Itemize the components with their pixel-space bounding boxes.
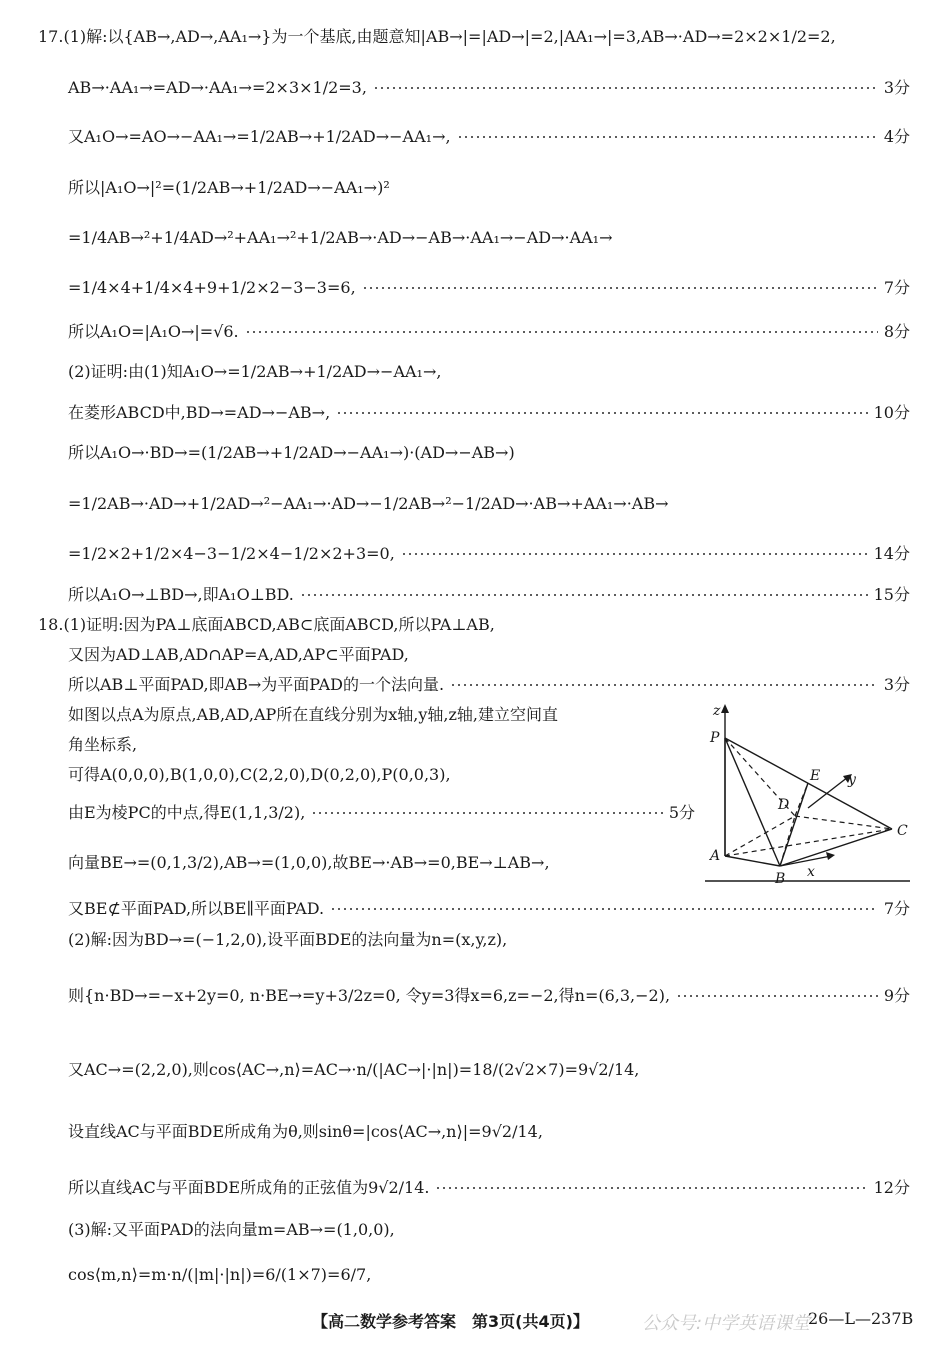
edge-AD [725, 816, 795, 856]
leader-dots [245, 331, 878, 333]
label-z: z [713, 703, 721, 719]
footer-title: 【高二数学参考答案 第3页(共4页)】 [312, 1312, 589, 1331]
score: 7分 [883, 899, 910, 918]
label-A: A [710, 848, 721, 864]
edge-DC [795, 816, 892, 829]
leader-dots [330, 908, 878, 910]
leader-dots [311, 812, 663, 814]
leader-dots [435, 1187, 867, 1189]
score: 10分 [873, 403, 910, 422]
leader-dots [373, 87, 878, 89]
solution-line: 所以AB⊥平面PAD,即AB→为平面PAD的一个法向量. 3分 [68, 675, 910, 694]
watermark: 公众号:中学英语课堂 [642, 1313, 811, 1334]
solution-line: 如图以点A为原点,AB,AD,AP所在直线分别为x轴,y轴,z轴,建立空间直 [68, 705, 559, 724]
solution-line: 所以A₁O→⊥BD→,即A₁O⊥BD. 15分 [68, 585, 910, 604]
leader-dots [362, 287, 878, 289]
solution-line: 向量BE→=(0,1,3/2),AB→=(1,0,0),故BE→·AB→=0,BE→⊥AB→, [68, 853, 550, 872]
page-footer [0, 1309, 950, 1333]
solution-line: 所以A₁O=|A₁O→|=√6. 8分 [68, 322, 910, 341]
solution-line: 又A₁O→=AO→−AA₁→=1/2AB→+1/2AD→−AA₁→, 4分 [68, 127, 910, 146]
x-arrow [826, 852, 835, 860]
solution-line: 17.(1)解:以{AB→,AD→,AA₁→}为一个基底,由题意知|AB→|=|AD→|=2,|AA₁→|=3,AB→·AD→=2×2×1/2=2, [38, 27, 836, 46]
label-E: E [810, 768, 821, 784]
solution-line: cos⟨m,n⟩=m·n/(|m|·|n|)=6/(1×7)=6/7, [68, 1265, 372, 1284]
label-y: y [848, 772, 856, 788]
solution-line: =1/2×2+1/2×4−3−1/2×4−1/2×2+3=0, 14分 [68, 544, 910, 563]
document-code: 26—L—237B [808, 1309, 914, 1328]
leader-dots [336, 412, 867, 414]
leader-dots [676, 995, 878, 997]
score: 3分 [883, 675, 910, 694]
edge-PB [725, 738, 780, 866]
solution-line: =1/2AB→·AD→+1/2AD→²−AA₁→·AD→−1/2AB→²−1/2AD→·AB→+AA₁→·AB→ [68, 494, 669, 513]
label-P: P [710, 730, 720, 746]
pyramid-figure [705, 698, 915, 888]
score: 7分 [883, 278, 910, 297]
solution-line: 设直线AC与平面BDE所成角为θ,则sinθ=|cos⟨AC→,n⟩|=9√2/14, [68, 1122, 543, 1141]
score: 12分 [873, 1178, 910, 1197]
label-D: D [778, 797, 790, 813]
solution-line: 在菱形ABCD中,BD→=AD→−AB→, 10分 [68, 403, 910, 422]
score: 3分 [883, 78, 910, 97]
label-C: C [897, 823, 908, 839]
solution-line: 又BE⊄平面PAD,所以BE∥平面PAD. 7分 [68, 899, 910, 918]
solution-line: 可得A(0,0,0),B(1,0,0),C(2,2,0),D(0,2,0),P(0,0,3), [68, 765, 451, 784]
score: 8分 [883, 322, 910, 341]
solution-line: 所以直线AC与平面BDE所成角的正弦值为9√2/14. 12分 [68, 1178, 910, 1197]
solution-line: 又因为AD⊥AB,AD∩AP=A,AD,AP⊂平面PAD, [68, 645, 409, 664]
score: 4分 [883, 127, 910, 146]
segment-DE [795, 783, 808, 816]
solution-line: 所以A₁O→·BD→=(1/2AB→+1/2AD→−AA₁→)·(AD→−AB→) [68, 443, 515, 462]
score: 9分 [883, 986, 910, 1005]
z-arrow [721, 704, 729, 713]
solution-line: 又AC→=(2,2,0),则cos⟨AC→,n⟩=AC→·n/(|AC→|·|n|)=18/(2√2×7)=9√2/14, [68, 1060, 640, 1079]
solution-line: 所以|A₁O→|²=(1/2AB→+1/2AD→−AA₁→)² [68, 178, 390, 197]
leader-dots [300, 594, 868, 596]
solution-line: AB→·AA₁→=AD→·AA₁→=2×3×1/2=3, 3分 [68, 78, 910, 97]
edge-AB [725, 856, 780, 866]
score: 15分 [873, 585, 910, 604]
leader-dots [401, 553, 868, 555]
solution-line: =1/4×4+1/4×4+9+1/2×2−3−3=6, 7分 [68, 278, 910, 297]
leader-dots [457, 136, 878, 138]
solution-line: 则{n·BD→=−x+2y=0, n·BE→=y+3/2z=0, 令y=3得x=6,z=−2,得n=(6,3,−2), 9分 [68, 986, 910, 1005]
solution-line: 由E为棱PC的中点,得E(1,1,3/2), 5分 [68, 803, 695, 822]
solution-line: =1/4AB→²+1/4AD→²+AA₁→²+1/2AB→·AD→−AB→·AA₁→−AD→·AA₁→ [68, 228, 613, 247]
diag-AC [725, 829, 892, 856]
edge-BC [780, 829, 892, 866]
label-x: x [807, 864, 815, 880]
solution-line: (2)证明:由(1)知A₁O→=1/2AB→+1/2AD→−AA₁→, [68, 362, 442, 381]
score: 14分 [873, 544, 910, 563]
label-B: B [775, 871, 786, 887]
solution-line: (3)解:又平面PAD的法向量m=AB→=(1,0,0), [68, 1220, 395, 1239]
solution-line: 18.(1)证明:因为PA⊥底面ABCD,AB⊂底面ABCD,所以PA⊥AB, [38, 615, 495, 634]
solution-line: 角坐标系, [68, 735, 138, 754]
leader-dots [450, 684, 878, 686]
score: 5分 [668, 803, 695, 822]
solution-line: (2)解:因为BD→=(−1,2,0),设平面BDE的法向量为n=(x,y,z), [68, 930, 508, 949]
